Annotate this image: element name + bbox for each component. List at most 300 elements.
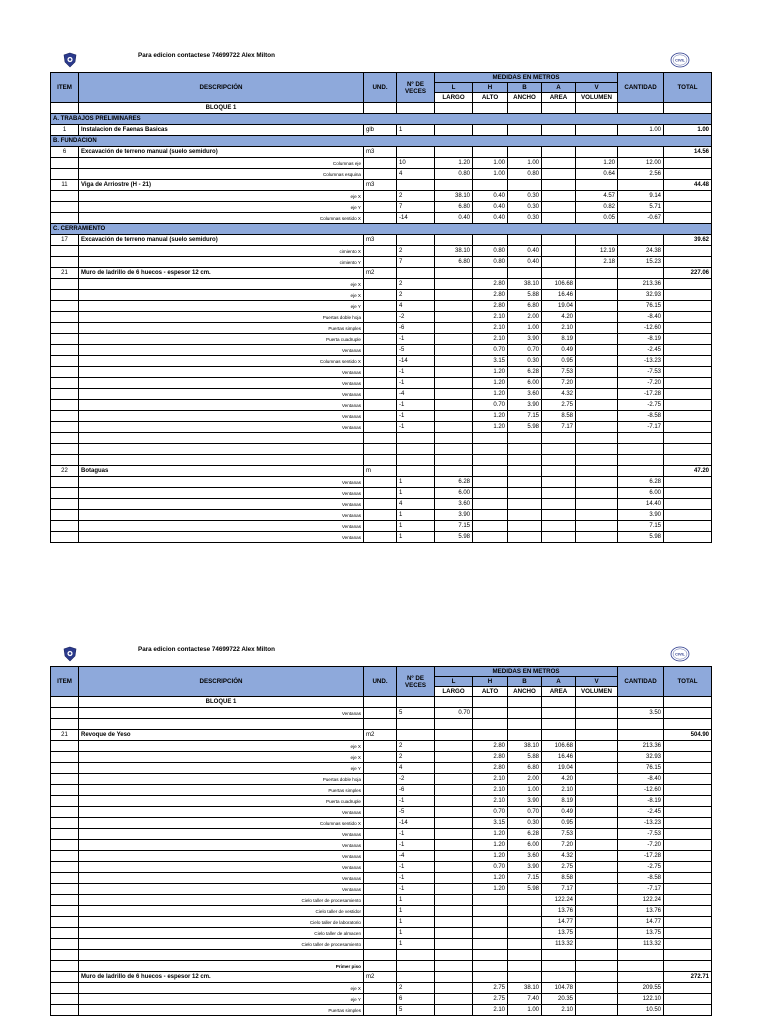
cell-v [576, 532, 618, 543]
cell-total [664, 928, 712, 939]
cell-l: 0.70 [435, 708, 473, 719]
cell-a [542, 202, 576, 213]
table-row [51, 895, 712, 906]
table-body [51, 697, 712, 1016]
cell-und [364, 521, 397, 532]
cell-total [664, 356, 712, 367]
cell-total [664, 807, 712, 818]
table-body [51, 103, 712, 543]
cell-desc [79, 433, 364, 444]
cell-l [435, 785, 473, 796]
cell-item [51, 158, 79, 169]
cell-item [51, 422, 79, 433]
cell-veces: 7 [397, 202, 435, 213]
cell-veces: -5 [397, 807, 435, 818]
cell-v: 12.19 [576, 246, 618, 257]
cell-veces [397, 268, 435, 279]
cell-total [664, 323, 712, 334]
col-a: A [542, 677, 576, 687]
table-row [51, 477, 712, 488]
cell-item [51, 279, 79, 290]
cell-h [473, 125, 508, 136]
cell-cant: 122.10 [618, 994, 664, 1005]
cell-a [542, 719, 576, 730]
cell-total [664, 158, 712, 169]
cell-und [364, 400, 397, 411]
cell-item [51, 950, 79, 961]
cell-v [576, 961, 618, 972]
empty-row [51, 444, 712, 455]
cell-b: 0.30 [508, 356, 542, 367]
cell-v [576, 433, 618, 444]
table-row [51, 334, 712, 345]
cell-total [664, 532, 712, 543]
cell-v [576, 499, 618, 510]
cell-und [364, 961, 397, 972]
cell-total [664, 257, 712, 268]
cell-v: 0.82 [576, 202, 618, 213]
cell-total [664, 213, 712, 224]
table-row [51, 312, 712, 323]
cell-item: 1 [51, 125, 79, 136]
cell-v [576, 807, 618, 818]
cell-desc: Excavación de terreno manual (suelo semiduro) [79, 147, 364, 158]
cell-total: 272.71 [664, 972, 712, 983]
cell-h [473, 510, 508, 521]
cell-desc: Cielo taller de almacen [79, 928, 364, 939]
cell-cant [618, 730, 664, 741]
cell-h: 2.10 [473, 312, 508, 323]
cell-l [435, 378, 473, 389]
table-row [51, 708, 712, 719]
cell-cant: -2.75 [618, 400, 664, 411]
cell-cant [618, 268, 664, 279]
cell-h [473, 235, 508, 246]
cell-total [664, 851, 712, 862]
cell-h [473, 466, 508, 477]
cell-veces: -1 [397, 873, 435, 884]
cell-item [51, 345, 79, 356]
cell-h: 0.80 [473, 257, 508, 268]
cell-total: 227.06 [664, 268, 712, 279]
cell-l [435, 851, 473, 862]
cell-l [435, 917, 473, 928]
cell-item [51, 103, 79, 114]
cell-v [576, 928, 618, 939]
cell-veces [397, 147, 435, 158]
cell-a: 7.20 [542, 840, 576, 851]
cell-h: 2.80 [473, 752, 508, 763]
cell-a: 8.58 [542, 411, 576, 422]
cell-b: 0.40 [508, 257, 542, 268]
cell-v [576, 422, 618, 433]
cell-cant [618, 697, 664, 708]
cell-veces: 1 [397, 906, 435, 917]
cell-total [664, 939, 712, 950]
item-row [51, 125, 712, 136]
cell-und [364, 884, 397, 895]
cell-l [435, 1005, 473, 1016]
cell-h: 1.20 [473, 884, 508, 895]
cell-item [51, 499, 79, 510]
cell-veces: -14 [397, 818, 435, 829]
cell-desc: eje X [79, 279, 364, 290]
cell-total [664, 840, 712, 851]
cell-a: 0.49 [542, 345, 576, 356]
cell-l: 6.00 [435, 488, 473, 499]
cell-item [51, 774, 79, 785]
cell-l [435, 466, 473, 477]
cell-a [542, 697, 576, 708]
cell-cant: 6.28 [618, 477, 664, 488]
cell-total [664, 774, 712, 785]
cell-h [473, 950, 508, 961]
cell-l [435, 697, 473, 708]
cell-desc [79, 444, 364, 455]
cell-desc [79, 950, 364, 961]
cell-h [473, 499, 508, 510]
cell-cant: -7.17 [618, 884, 664, 895]
cell-veces: 4 [397, 301, 435, 312]
col-a: A [542, 83, 576, 93]
cell-und: m3 [364, 147, 397, 158]
cell-l [435, 752, 473, 763]
cell-item [51, 818, 79, 829]
cell-item [51, 312, 79, 323]
col-h: H [473, 83, 508, 93]
cell-a [542, 444, 576, 455]
cell-total [664, 455, 712, 466]
cell-desc: Ventanas [79, 708, 364, 719]
cell-total [664, 312, 712, 323]
block-row [51, 103, 712, 114]
cell-total [664, 983, 712, 994]
cell-h: 2.75 [473, 994, 508, 1005]
cell-veces: -1 [397, 862, 435, 873]
cell-a: 0.95 [542, 356, 576, 367]
cell-desc: eje Y [79, 994, 364, 1005]
cell-item [51, 532, 79, 543]
cell-a: 0.49 [542, 807, 576, 818]
sheet-page-1 [50, 50, 711, 543]
cell-item [51, 972, 79, 983]
cell-und [364, 334, 397, 345]
cell-cant: 13.75 [618, 928, 664, 939]
cell-v [576, 290, 618, 301]
cell-desc: Ventanas [79, 389, 364, 400]
item-row [51, 466, 712, 477]
cell-b: 7.15 [508, 873, 542, 884]
cell-a [542, 532, 576, 543]
cell-total: 14.56 [664, 147, 712, 158]
cell-desc: eje Y [79, 301, 364, 312]
cell-h: 0.40 [473, 191, 508, 202]
cell-item: 21 [51, 730, 79, 741]
cell-und [364, 994, 397, 1005]
cell-a [542, 180, 576, 191]
cell-a [542, 103, 576, 114]
table-row [51, 378, 712, 389]
cell-item [51, 741, 79, 752]
cell-item [51, 290, 79, 301]
cell-und [364, 455, 397, 466]
cell-h: 2.10 [473, 785, 508, 796]
cell-item: 17 [51, 235, 79, 246]
table-row [51, 862, 712, 873]
cell-desc: Ventanas [79, 840, 364, 851]
cell-h: 1.20 [473, 367, 508, 378]
col-volumen: VOLUMEN [576, 687, 618, 697]
block-row [51, 697, 712, 708]
cell-b: 3.90 [508, 400, 542, 411]
cell-l [435, 884, 473, 895]
cell-desc: Columnas sentido X [79, 818, 364, 829]
cell-b: 5.88 [508, 290, 542, 301]
cell-item [51, 323, 79, 334]
cell-b: 0.70 [508, 345, 542, 356]
cell-und [364, 917, 397, 928]
cell-und [364, 928, 397, 939]
cell-desc: cimiento Y [79, 257, 364, 268]
cell-desc: Columnas esquina [79, 169, 364, 180]
cell-a: 13.75 [542, 928, 576, 939]
cell-h: 0.40 [473, 202, 508, 213]
cell-b [508, 708, 542, 719]
cell-veces: 1 [397, 532, 435, 543]
cell-item: 11 [51, 180, 79, 191]
cell-desc: Puertas simples [79, 1005, 364, 1016]
cell-b [508, 961, 542, 972]
cell-h [473, 532, 508, 543]
cell-item [51, 873, 79, 884]
cell-a: 4.20 [542, 774, 576, 785]
cell-l [435, 235, 473, 246]
cell-total [664, 488, 712, 499]
cell-a [542, 125, 576, 136]
table-row [51, 521, 712, 532]
cell-cant: -8.19 [618, 334, 664, 345]
cell-item [51, 939, 79, 950]
cell-cant: 12.00 [618, 158, 664, 169]
cell-b: 6.00 [508, 378, 542, 389]
cell-und [364, 279, 397, 290]
cell-l: 1.20 [435, 158, 473, 169]
sheet-header [50, 50, 711, 72]
cell-und [364, 257, 397, 268]
cell-a: 2.10 [542, 785, 576, 796]
cell-b: 38.10 [508, 279, 542, 290]
cell-item [51, 796, 79, 807]
cell-b [508, 697, 542, 708]
cell-v [576, 906, 618, 917]
cell-v [576, 235, 618, 246]
cell-b [508, 895, 542, 906]
cell-l [435, 103, 473, 114]
cell-l [435, 334, 473, 345]
cell-a [542, 488, 576, 499]
cell-veces: 1 [397, 939, 435, 950]
cell-v [576, 741, 618, 752]
cell-veces: 2 [397, 741, 435, 752]
cell-b: 5.98 [508, 884, 542, 895]
cell-v [576, 763, 618, 774]
cell-v [576, 477, 618, 488]
cell-cant: -12.60 [618, 323, 664, 334]
cell-und [364, 378, 397, 389]
cell-v [576, 455, 618, 466]
cell-l: 5.98 [435, 532, 473, 543]
cell-h: 1.20 [473, 411, 508, 422]
cell-b [508, 488, 542, 499]
cell-total [664, 950, 712, 961]
section-row [51, 114, 712, 125]
table-row [51, 301, 712, 312]
cell-a: 4.32 [542, 389, 576, 400]
cell-a [542, 158, 576, 169]
cell-veces: -1 [397, 840, 435, 851]
cell-v [576, 774, 618, 785]
cell-a: 2.75 [542, 400, 576, 411]
cell-b [508, 719, 542, 730]
cell-total [664, 719, 712, 730]
cell-und [364, 719, 397, 730]
cell-item [51, 433, 79, 444]
cell-b [508, 444, 542, 455]
cell-desc: cimiento X [79, 246, 364, 257]
cell-desc: Ventanas [79, 477, 364, 488]
table-row [51, 928, 712, 939]
cell-h: 1.20 [473, 851, 508, 862]
cell-a [542, 466, 576, 477]
cell-a: 106.68 [542, 741, 576, 752]
table-row [51, 884, 712, 895]
cell-l [435, 741, 473, 752]
cell-a: 20.35 [542, 994, 576, 1005]
cell-total [664, 752, 712, 763]
cell-v [576, 719, 618, 730]
cell-h [473, 708, 508, 719]
cell-b: 0.30 [508, 818, 542, 829]
cell-und [364, 433, 397, 444]
cell-l [435, 147, 473, 158]
cell-l [435, 367, 473, 378]
cell-h: 2.80 [473, 279, 508, 290]
cell-und [364, 246, 397, 257]
cell-b: 1.00 [508, 158, 542, 169]
cell-b: 6.00 [508, 840, 542, 851]
cell-b: 0.70 [508, 807, 542, 818]
cell-und [364, 697, 397, 708]
cell-v [576, 323, 618, 334]
table-row [51, 752, 712, 763]
cell-total [664, 697, 712, 708]
cell-h [473, 730, 508, 741]
cell-b: 3.90 [508, 334, 542, 345]
cell-h: 0.70 [473, 345, 508, 356]
cell-cant: 13.76 [618, 906, 664, 917]
cell-cant: -17.28 [618, 389, 664, 400]
cell-item [51, 840, 79, 851]
cell-v [576, 411, 618, 422]
cell-v [576, 873, 618, 884]
cell-veces [397, 103, 435, 114]
cell-und [364, 312, 397, 323]
civil-logo-icon [670, 52, 690, 68]
cell-h: 1.00 [473, 169, 508, 180]
cell-cant: -0.67 [618, 213, 664, 224]
contact-note: Para edicion contactese 74699722 Alex Milton [138, 52, 275, 59]
cell-veces: 4 [397, 763, 435, 774]
cell-total [664, 884, 712, 895]
cell-und [364, 840, 397, 851]
cell-item [51, 862, 79, 873]
cell-v [576, 400, 618, 411]
cell-cant: -7.53 [618, 367, 664, 378]
col-medidas: MEDIDAS EN METROS [435, 73, 618, 83]
cell-cant: 113.32 [618, 939, 664, 950]
cell-h: 2.80 [473, 301, 508, 312]
cell-l [435, 323, 473, 334]
cell-desc: Cielo taller de laboratorio [79, 917, 364, 928]
cell-veces: 7 [397, 257, 435, 268]
cell-veces: -6 [397, 323, 435, 334]
cell-desc: Cielo taller de procesamiento [79, 939, 364, 950]
cell-desc: Ventanas [79, 411, 364, 422]
cell-h: 2.10 [473, 323, 508, 334]
cell-v: 2.18 [576, 257, 618, 268]
cell-cant: 32.93 [618, 752, 664, 763]
cell-veces: -6 [397, 785, 435, 796]
cell-desc: Ventanas [79, 367, 364, 378]
cell-veces: -4 [397, 389, 435, 400]
cell-item [51, 169, 79, 180]
cell-cant: 1.00 [618, 125, 664, 136]
cell-und [364, 444, 397, 455]
cell-h: 0.70 [473, 807, 508, 818]
cell-cant [618, 433, 664, 444]
cell-a [542, 257, 576, 268]
cell-l: 0.80 [435, 169, 473, 180]
cell-l [435, 961, 473, 972]
cell-b [508, 477, 542, 488]
cell-l [435, 983, 473, 994]
cell-item [51, 928, 79, 939]
cell-veces: 2 [397, 752, 435, 763]
cell-veces: 1 [397, 895, 435, 906]
cell-veces: 2 [397, 191, 435, 202]
cell-desc: eje X [79, 191, 364, 202]
cell-cant: -7.53 [618, 829, 664, 840]
cell-h [473, 268, 508, 279]
cell-v [576, 752, 618, 763]
cell-h [473, 906, 508, 917]
civil-logo-icon [670, 646, 690, 662]
cell-cant [618, 147, 664, 158]
cell-a: 13.76 [542, 906, 576, 917]
cell-desc: eje X [79, 983, 364, 994]
cell-veces: 5 [397, 708, 435, 719]
col-descripcion: DESCRIPCIÓN [79, 667, 364, 697]
cell-total [664, 906, 712, 917]
cell-veces [397, 972, 435, 983]
cell-cant [618, 950, 664, 961]
col-descripcion: DESCRIPCIÓN [79, 73, 364, 103]
cell-item [51, 994, 79, 1005]
cell-cant: 32.93 [618, 290, 664, 301]
cell-v [576, 466, 618, 477]
cell-h [473, 477, 508, 488]
cell-l [435, 895, 473, 906]
